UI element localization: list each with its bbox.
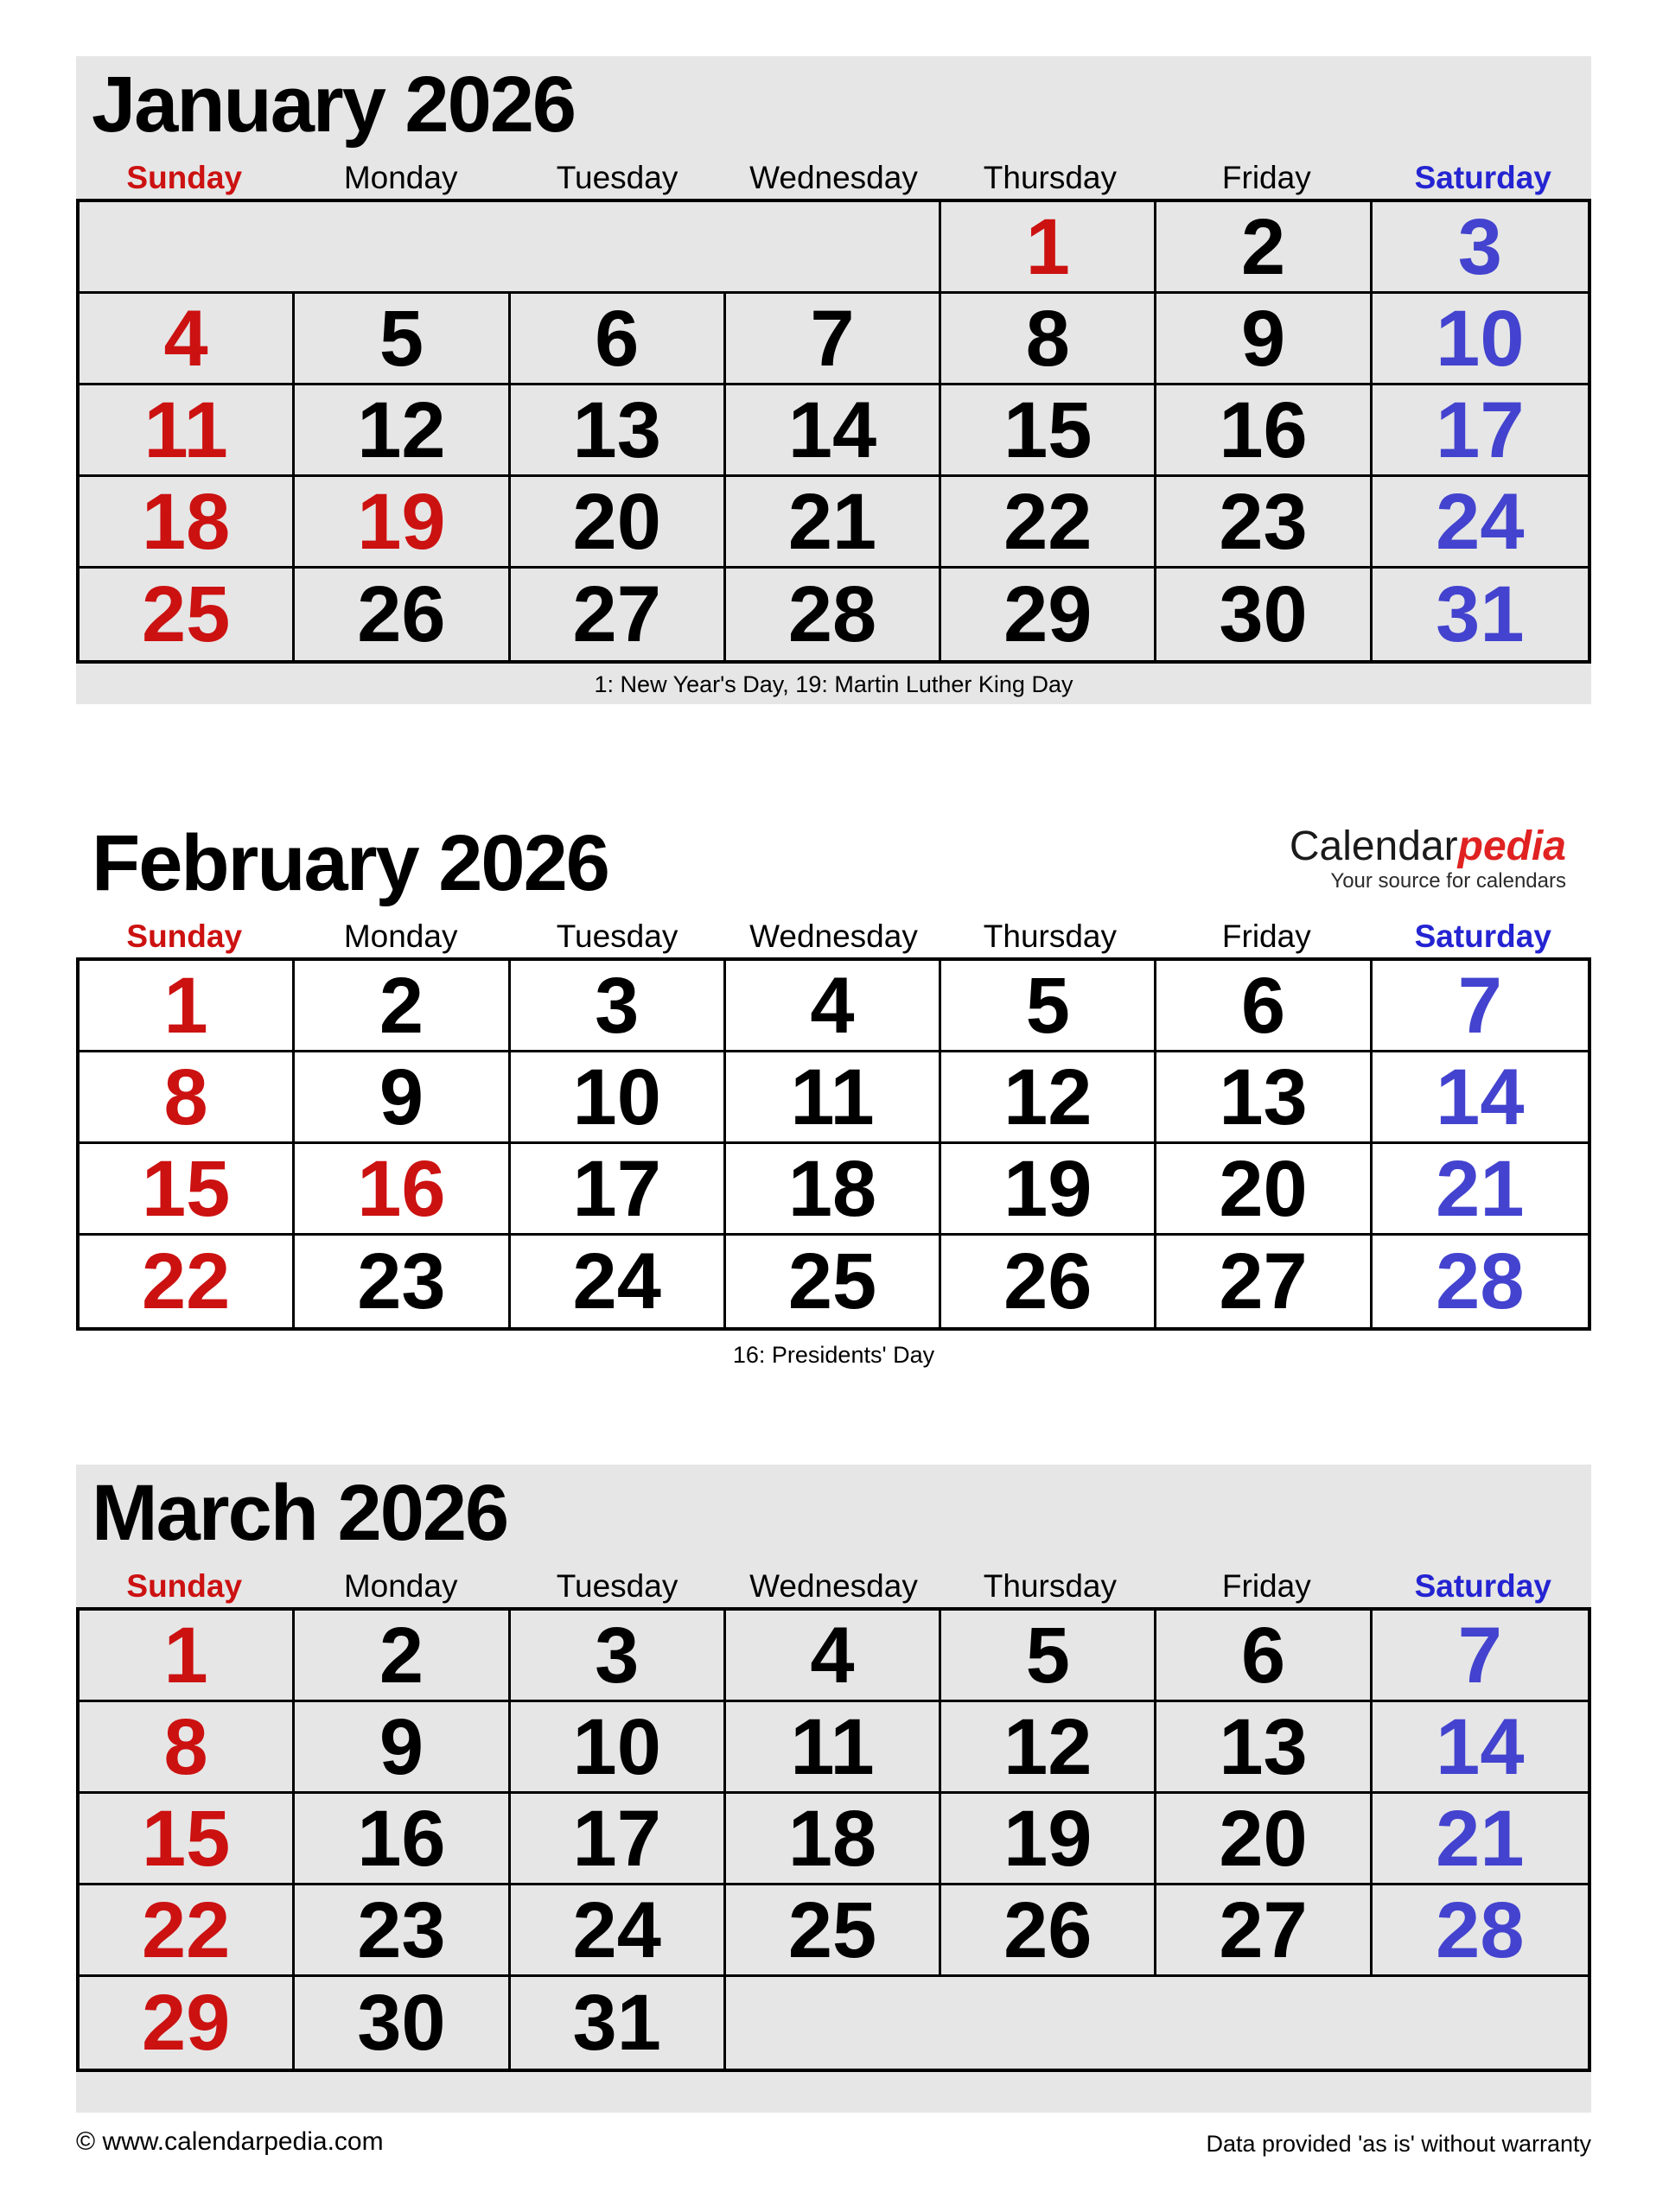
day-cell: 16: [295, 1794, 510, 1885]
weekday-header-saturday: Saturday: [1414, 918, 1551, 954]
weekday-header-monday: Monday: [343, 160, 458, 195]
weekday-header-wednesday: Wednesday: [749, 918, 918, 954]
day-cell: 18: [726, 1794, 941, 1885]
day-cell: 26: [941, 1236, 1156, 1327]
logo-text-black: Calendar: [1289, 823, 1458, 869]
month-section-february: [76, 815, 1591, 1385]
day-cell: 23: [295, 1236, 510, 1327]
day-cell: 22: [941, 477, 1156, 569]
day-cell: 19: [295, 477, 510, 569]
day-cell: 11: [80, 385, 295, 477]
empty-cell: [726, 1977, 1588, 2069]
weekday-header-tuesday: Tuesday: [556, 1568, 678, 1604]
day-cell: 7: [726, 294, 941, 385]
day-cell: 3: [1373, 202, 1588, 294]
disclaimer-text: Data provided 'as is' without warranty: [1206, 2131, 1591, 2157]
day-cell: 21: [1373, 1144, 1588, 1236]
weekday-header-tuesday: Tuesday: [556, 918, 678, 954]
day-cell: 11: [726, 1052, 941, 1144]
january-holiday-footnote: 1: New Year's Day, 19: Martin Luther King Day: [594, 671, 1073, 697]
day-cell: 8: [941, 294, 1156, 385]
day-cell: 7: [1373, 1611, 1588, 1702]
day-cell: 18: [80, 477, 295, 569]
day-cell: 31: [511, 1977, 726, 2069]
day-cell: 15: [80, 1144, 295, 1236]
day-cell: 19: [941, 1794, 1156, 1885]
day-cell: 8: [80, 1702, 295, 1794]
day-cell: 27: [511, 569, 726, 660]
day-cell: 23: [295, 1885, 510, 1977]
day-cell: 19: [941, 1144, 1156, 1236]
day-cell: 6: [1156, 961, 1372, 1052]
weekday-header-monday: Monday: [343, 918, 458, 954]
day-cell: 16: [295, 1144, 510, 1236]
day-cell: 11: [726, 1702, 941, 1794]
day-cell: 14: [726, 385, 941, 477]
month-section-january: [76, 56, 1591, 704]
day-cell: 20: [511, 477, 726, 569]
copyright-text: © www.calendarpedia.com: [76, 2127, 384, 2156]
day-cell: 24: [511, 1885, 726, 1977]
day-cell: 28: [1436, 1237, 1525, 1325]
month-title-january: January 2026: [92, 60, 576, 149]
day-cell: 3: [511, 1611, 726, 1702]
weekday-header-sunday: Sunday: [126, 1568, 243, 1604]
weekday-row: [76, 1568, 1591, 1605]
logo-tagline: Your source for calendars: [1330, 869, 1566, 893]
weekday-header-friday: Friday: [1221, 160, 1311, 195]
day-cell: 18: [726, 1144, 941, 1236]
day-cell: 4: [80, 294, 295, 385]
day-cell: 1: [80, 961, 295, 1052]
day-cell: 4: [726, 961, 941, 1052]
weekday-row: [76, 918, 1591, 955]
day-cell: 2: [295, 1611, 510, 1702]
day-cell: 25: [726, 1885, 941, 1977]
calendarpedia-logo-wordmark: [1289, 823, 1566, 869]
calendarpedia-logo: [1289, 823, 1566, 893]
day-cell: 12: [941, 1052, 1156, 1144]
day-cell: 30: [1156, 569, 1372, 660]
day-cell: 5: [295, 294, 510, 385]
february-holiday-footnote: 16: Presidents' Day: [732, 1342, 935, 1368]
day-cell: 27: [1156, 1885, 1372, 1977]
day-cell: 10: [1373, 294, 1588, 385]
day-cell: 26: [295, 569, 510, 660]
day-cell: 28: [726, 569, 941, 660]
day-cell: 26: [941, 1885, 1156, 1977]
day-cell: 8: [80, 1052, 295, 1144]
weekday-header-friday: Friday: [1221, 1568, 1311, 1604]
day-cell: 25: [726, 1236, 941, 1327]
day-cell: 2: [295, 961, 510, 1052]
weekday-header-tuesday: Tuesday: [556, 160, 678, 195]
weekday-header-wednesday: Wednesday: [749, 1568, 918, 1604]
day-cell: 6: [511, 294, 726, 385]
day-cell: 13: [1156, 1052, 1372, 1144]
day-cell: 9: [295, 1702, 510, 1794]
day-cell: 6: [1156, 1611, 1372, 1702]
day-cell: 13: [1156, 1702, 1372, 1794]
month-section-march: [76, 1465, 1591, 2113]
day-cell: 3: [511, 961, 726, 1052]
day-cell: 12: [941, 1702, 1156, 1794]
day-cell: 22: [80, 1236, 295, 1327]
day-cell: 24: [1373, 477, 1588, 569]
weekday-header-sunday: Sunday: [126, 160, 243, 195]
weekday-header-thursday: Thursday: [983, 918, 1118, 954]
day-cell: 9: [295, 1052, 510, 1144]
day-cell: 15: [80, 1794, 295, 1885]
day-cell: 14: [1373, 1052, 1588, 1144]
day-cell: 1: [941, 202, 1156, 294]
weekday-header-saturday: Saturday: [1414, 1568, 1551, 1604]
day-cell: 14: [1373, 1702, 1588, 1794]
day-cell: 24: [511, 1236, 726, 1327]
day-cell: 23: [1156, 477, 1372, 569]
day-cell: 25: [80, 569, 295, 660]
empty-cell: [80, 202, 941, 294]
weekday-header-thursday: Thursday: [983, 1568, 1118, 1604]
day-cell: 10: [511, 1052, 726, 1144]
day-cell: 13: [511, 385, 726, 477]
month-title-march: March 2026: [92, 1469, 508, 1557]
day-cell: 7: [1373, 961, 1588, 1052]
weekday-header-monday: Monday: [343, 1568, 458, 1604]
day-cell: 30: [295, 1977, 510, 2069]
day-cell: 21: [726, 477, 941, 569]
day-cell: 20: [1156, 1144, 1372, 1236]
weekday-header-saturday: Saturday: [1414, 160, 1551, 195]
day-cell: 17: [511, 1794, 726, 1885]
day-cell: 10: [511, 1702, 726, 1794]
day-cell: 16: [1156, 385, 1372, 477]
day-cell: 9: [1156, 294, 1372, 385]
weekday-header-sunday: Sunday: [126, 918, 243, 954]
day-cell: 5: [941, 1611, 1156, 1702]
february-date-grid: [76, 957, 1591, 1331]
weekday-header-thursday: Thursday: [983, 160, 1118, 195]
day-cell: 2: [1156, 202, 1372, 294]
day-cell: 31: [1436, 570, 1525, 658]
day-cell: 29: [941, 569, 1156, 660]
day-cell: 17: [511, 1144, 726, 1236]
month-title-february: February 2026: [92, 819, 608, 907]
march-date-grid: [76, 1607, 1591, 2072]
day-cell: 22: [80, 1885, 295, 1977]
weekday-header-wednesday: Wednesday: [749, 160, 918, 195]
day-cell: 17: [1373, 385, 1588, 477]
day-cell: 27: [1156, 1236, 1372, 1327]
day-cell: 12: [295, 385, 510, 477]
day-cell: 21: [1373, 1794, 1588, 1885]
january-date-grid: [76, 199, 1591, 664]
weekday-row: [76, 160, 1591, 196]
day-cell: 20: [1156, 1794, 1372, 1885]
day-cell: 4: [726, 1611, 941, 1702]
day-cell: 28: [1373, 1885, 1588, 1977]
weekday-header-friday: Friday: [1221, 918, 1311, 954]
day-cell: 15: [941, 385, 1156, 477]
logo-text-red: pedia: [1457, 823, 1566, 869]
day-cell: 1: [80, 1611, 295, 1702]
day-cell: 5: [941, 961, 1156, 1052]
day-cell: 29: [80, 1977, 295, 2069]
